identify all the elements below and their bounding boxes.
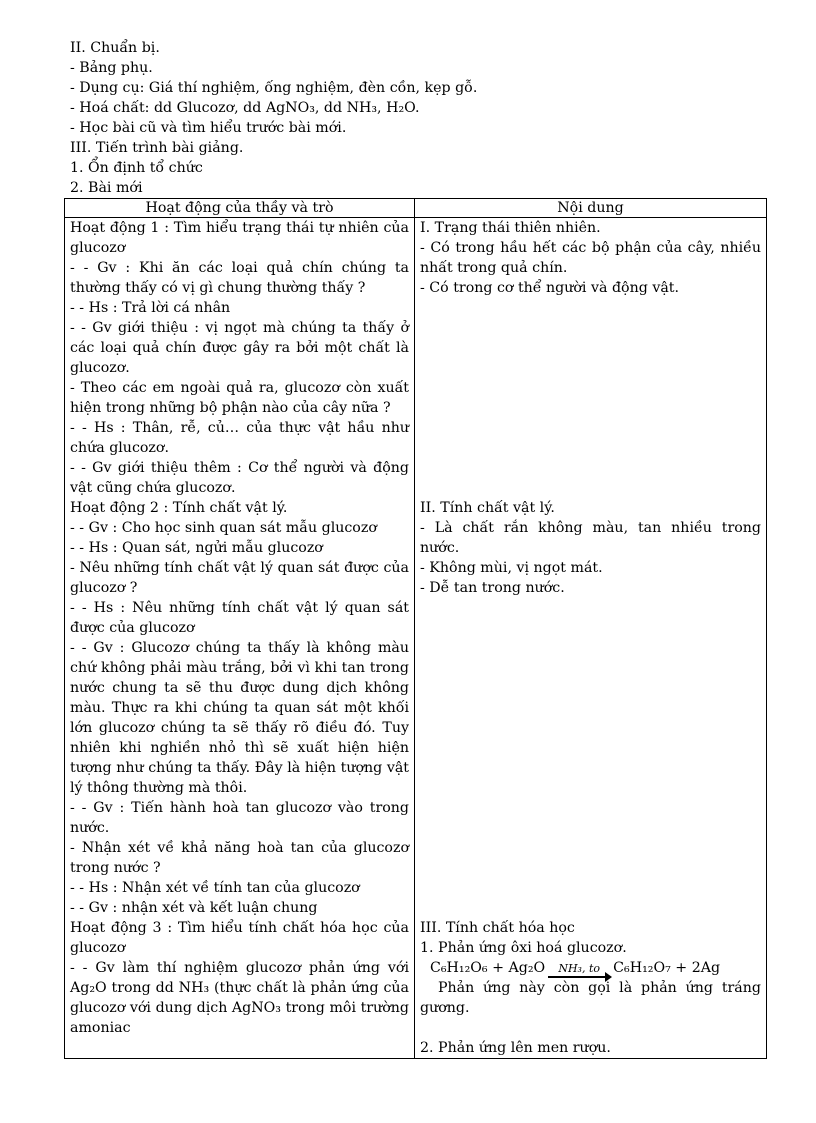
activity-line: - - Gv : Cho học sinh quan sát mẫu glucozơ [70, 520, 377, 536]
pre-line: - Học bài cũ và tìm hiểu trước bài mới. [70, 120, 347, 136]
pre-line: III. Tiến trình bài giảng. [70, 140, 244, 156]
pre-line: - Dụng cụ: Giá thí nghiệm, ống nghiệm, đèn cồn, kẹp gỗ. [70, 80, 478, 96]
spacer [420, 1018, 761, 1038]
content-cell [415, 218, 767, 1059]
reaction-products: C₆H₁₂O₇ + 2Ag [613, 960, 721, 976]
preparation-section [70, 38, 770, 198]
activity-line: - - Gv : Tiến hành hoà tan glucozơ vào trong nước. [70, 800, 409, 836]
pre-line: - Hoá chất: dd Glucozơ, dd AgNO₃, dd NH₃, H₂O. [70, 100, 420, 116]
activity-line: - - Gv : nhận xét và kết luận chung [70, 900, 318, 916]
activity-line: - - Gv : Glucozơ chúng ta thấy là không màu chứ không phải màu trắng, bởi vì khi tan trong nước chung ta sẽ thu được dung dịch không màu. Thực ra khi chúng ta quan sát một khối lớn glucozơ chúng ta sẽ thấy rõ điều đó. Tuy nhiên khi nghiền nhỏ thì sẽ xuất hiện hiện tượng như chúng ta thấy. Đây là hiện tượng vật lý thông thường mà thôi. [70, 640, 409, 796]
reaction-arrow-icon [548, 976, 610, 978]
content-line: Phản ứng này còn gọi là phản ứng tráng gương. [420, 980, 761, 1016]
activities-cell [65, 218, 415, 1059]
activity-line: - - Gv giới thiệu : vị ngọt mà chúng ta thấy ở các loại quả chín được gây ra bởi một chất là glucozơ. [70, 320, 409, 376]
content-line: - Có trong hầu hết các bộ phận của cây, nhiều nhất trong quả chín. [420, 240, 761, 276]
reaction-condition-text: NH₃, to [558, 962, 600, 975]
activity-line: - - Hs : Thân, rễ, củ… của thực vật hầu như chứa glucozơ. [70, 420, 409, 456]
lesson-table [64, 198, 767, 1059]
section-title: III. Tính chất hóa học [420, 920, 575, 936]
content-line: 2. Phản ứng lên men rượu. [420, 1040, 611, 1056]
activity-line: - - Hs : Nêu những tính chất vật lý quan sát được của glucozơ [70, 600, 409, 636]
pre-line: 1. Ổn định tổ chức [70, 160, 203, 176]
table-header-row [65, 199, 767, 218]
activity-line: Hoạt động 2 : Tính chất vật lý. [70, 500, 288, 516]
spacer [420, 598, 761, 918]
content-line: 1. Phản ứng ôxi hoá glucozơ. [420, 940, 627, 956]
activity-line: - Nhận xét về khả năng hoà tan của glucozơ trong nước ? [70, 840, 409, 876]
activity-line: - - Gv làm thí nghiệm glucozơ phản ứng với Ag₂O trong dd NH₃ (thực chất là phản ứng của glucozơ với dung dịch AgNO₃ trong môi trường amoniac [70, 960, 409, 1036]
activity-line: - - Hs : Nhận xét về tính tan của glucozơ [70, 880, 360, 896]
pre-line: - Bảng phụ. [70, 60, 153, 76]
pre-line: 2. Bài mới [70, 180, 143, 196]
reaction-equation [420, 958, 761, 978]
activity-line: - - Gv giới thiệu thêm : Cơ thể người và động vật cũng chứa glucozơ. [70, 460, 409, 496]
spacer [420, 298, 761, 498]
header-activities: Hoạt động của thầy và trò [65, 199, 415, 218]
section-title: I. Trạng thái thiên nhiên. [420, 220, 601, 236]
activity-line: Hoạt động 3 : Tìm hiểu tính chất hóa học của glucozơ [70, 920, 409, 956]
content-line: - Có trong cơ thể người và động vật. [420, 280, 680, 296]
section-title: II. Tính chất vật lý. [420, 500, 555, 516]
pre-line: II. Chuẩn bị. [70, 40, 160, 56]
reaction-reactants: C₆H₁₂O₆ + Ag₂O [430, 960, 546, 976]
document-page [70, 38, 770, 1059]
table-row [65, 218, 767, 1059]
reaction-condition [548, 963, 610, 978]
activity-line: - Theo các em ngoài quả ra, glucozơ còn xuất hiện trong những bộ phận nào của cây nữa ? [70, 380, 409, 416]
content-line: - Dễ tan trong nước. [420, 580, 565, 596]
activity-line: Hoạt động 1 : Tìm hiểu trạng thái tự nhiên của glucozơ [70, 220, 409, 256]
content-line: - Là chất rắn không màu, tan nhiều trong nước. [420, 520, 761, 556]
activity-line: - - Hs : Quan sát, ngửi mẫu glucozơ [70, 540, 323, 556]
header-content: Nội dung [415, 199, 767, 218]
activity-line: - - Hs : Trả lời cá nhân [70, 300, 231, 316]
activity-line: - Nêu những tính chất vật lý quan sát được của glucozơ ? [70, 560, 409, 596]
content-line: - Không mùi, vị ngọt mát. [420, 560, 603, 576]
activity-line: - - Gv : Khi ăn các loại quả chín chúng ta thường thấy có vị gì chung thường thấy ? [70, 260, 409, 296]
